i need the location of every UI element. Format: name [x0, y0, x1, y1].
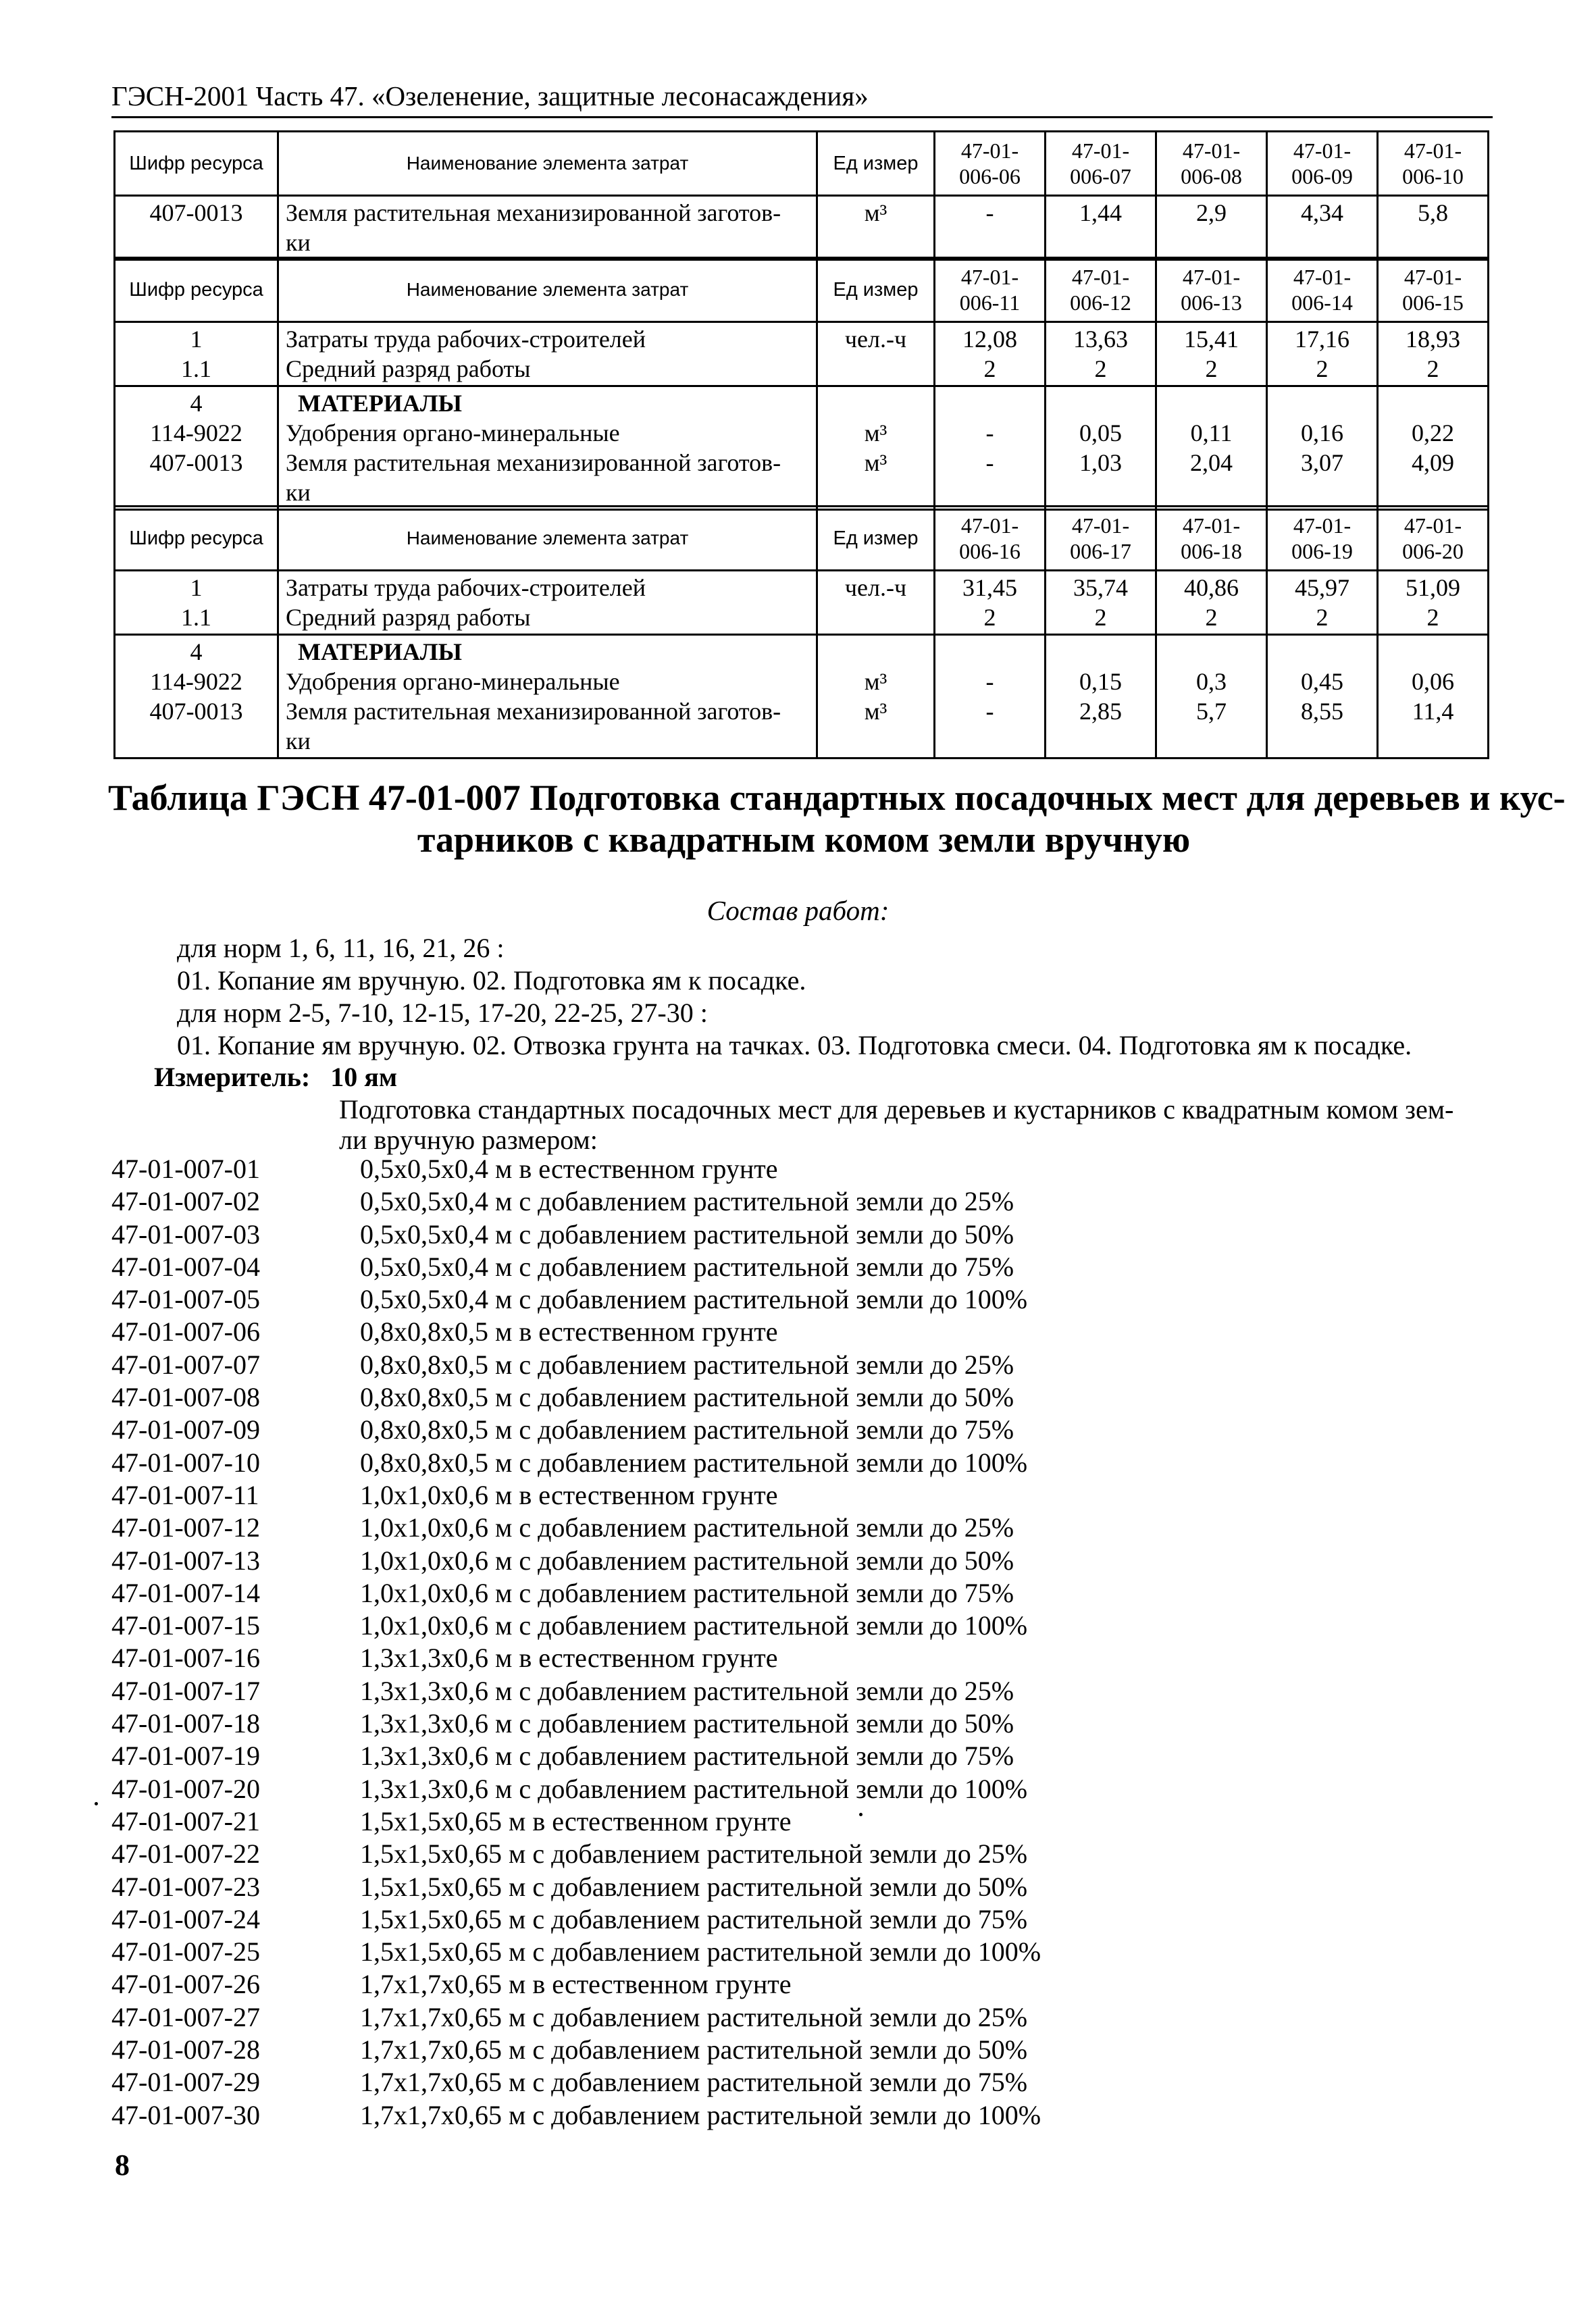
- cell-value: 1,44: [1046, 196, 1156, 260]
- cell-value: 0,05 1,03: [1046, 386, 1156, 510]
- norm-description: 1,0х1,0х0,6 м с добавлением растительной земли до 75%: [360, 1577, 1014, 1608]
- norm-description: 1,0х1,0х0,6 м с добавлением растительной земли до 25%: [360, 1512, 1014, 1543]
- resource-code: 4 114-9022 407-0013: [115, 635, 278, 759]
- norm-description: 0,8х0,8х0,5 м с добавлением растительной земли до 100%: [360, 1447, 1028, 1478]
- resource-name: МАТЕРИАЛЫ Удобрения органо-минеральные Земля растительная механизированной заготов- ки: [278, 635, 817, 759]
- resource-name: Затраты труда рабочих-строителей Средний разряд работы: [278, 571, 817, 635]
- col-header-norm: 47-01- 006-18: [1156, 507, 1267, 571]
- page-number: 8: [115, 2149, 130, 2182]
- cell-value: 2,9: [1156, 196, 1267, 260]
- norm-code: 47-01-007-18: [111, 1708, 260, 1739]
- meter-label: Измеритель:: [154, 1062, 311, 1092]
- col-header-norm: 47-01- 006-10: [1378, 132, 1489, 196]
- col-header-norm: 47-01- 006-08: [1156, 132, 1267, 196]
- norm-code: 47-01-007-20: [111, 1773, 260, 1804]
- resource-unit: чел.-ч: [817, 322, 935, 386]
- norms-table-1: [113, 130, 1489, 261]
- col-header-norm: 47-01- 006-16: [935, 507, 1046, 571]
- table-row: [115, 322, 1489, 386]
- cell-value: 4,34: [1267, 196, 1378, 260]
- scan-speck: [859, 1813, 863, 1816]
- norm-code: 47-01-007-24: [111, 1903, 260, 1934]
- cell-value: 35,74 2: [1046, 571, 1156, 635]
- materials-heading: МАТЕРИАЛЫ: [298, 638, 462, 665]
- norm-description: 0,8х0,8х0,5 м с добавлением растительной земли до 75%: [360, 1414, 1014, 1445]
- norm-code: 47-01-007-19: [111, 1741, 260, 1772]
- norm-code: 47-01-007-27: [111, 2001, 260, 2032]
- meter-line: [154, 1061, 397, 1093]
- norm-description: 0,8х0,8х0,5 м с добавлением растительной земли до 25%: [360, 1349, 1014, 1380]
- norms-group-1: для норм 1, 6, 11, 16, 21, 26 :: [177, 933, 505, 963]
- cell-value: 0,15 2,85: [1046, 635, 1156, 759]
- cell-value: 0,3 5,7: [1156, 635, 1267, 759]
- norm-description: 0,5х0,5х0,4 м с добавлением растительной земли до 25%: [360, 1186, 1014, 1217]
- works-group-1: 01. Копание ям вручную. 02. Подготовка ям к посадке.: [177, 965, 806, 996]
- col-header-norm: 47-01- 006-07: [1046, 132, 1156, 196]
- norm-code: 47-01-007-29: [111, 2067, 260, 2098]
- norm-code: 47-01-007-13: [111, 1545, 260, 1576]
- cell-value: 0,22 4,09: [1378, 386, 1489, 510]
- col-header-code: Шифр ресурса: [115, 258, 278, 322]
- norm-description: 1,7х1,7х0,65 м с добавлением растительной земли до 100%: [360, 2099, 1041, 2130]
- norms-table-2: [113, 257, 1489, 511]
- norm-code: 47-01-007-05: [111, 1284, 260, 1315]
- cell-value: 0,11 2,04: [1156, 386, 1267, 510]
- norm-description: 0,5х0,5х0,4 м с добавлением растительной земли до 50%: [360, 1218, 1014, 1250]
- norm-code: 47-01-007-03: [111, 1218, 260, 1250]
- composition-heading: Состав работ:: [706, 895, 890, 926]
- cell-value: 45,97 2: [1267, 571, 1378, 635]
- table-header-row: [115, 258, 1489, 322]
- norm-description: 1,3х1,3х0,6 м с добавлением растительной земли до 50%: [360, 1708, 1014, 1739]
- intro-line-1: Подготовка стандартных посадочных мест для деревьев и кустарников с квадратным комом зем-: [339, 1094, 1454, 1125]
- resource-unit: м³: [817, 196, 935, 260]
- norm-code: 47-01-007-17: [111, 1675, 260, 1706]
- cell-value: 18,93 2: [1378, 322, 1489, 386]
- cell-value: - -: [935, 635, 1046, 759]
- norm-description: 1,7х1,7х0,65 м с добавлением растительной земли до 75%: [360, 2067, 1028, 2098]
- header-rule: [111, 116, 1493, 118]
- cell-value: 15,41 2: [1156, 322, 1267, 386]
- norm-code: 47-01-007-08: [111, 1382, 260, 1413]
- norm-code: 47-01-007-12: [111, 1512, 260, 1543]
- col-header-norm: 47-01- 006-19: [1267, 507, 1378, 571]
- norm-description: 1,3х1,3х0,6 м с добавлением растительной земли до 75%: [360, 1741, 1014, 1772]
- norm-description: 1,3х1,3х0,6 м с добавлением растительной земли до 25%: [360, 1675, 1014, 1706]
- col-header-unit: Ед измер: [817, 258, 935, 322]
- norm-code: 47-01-007-01: [111, 1154, 260, 1184]
- col-header-name: Наименование элемента затрат: [278, 258, 817, 322]
- cell-value: 40,86 2: [1156, 571, 1267, 635]
- norm-description: 1,5х1,5х0,65 м с добавлением растительной земли до 100%: [360, 1936, 1041, 1968]
- table-row: [115, 571, 1489, 635]
- resource-code: 1 1.1: [115, 322, 278, 386]
- norm-code: 47-01-007-22: [111, 1839, 260, 1870]
- col-header-norm: 47-01- 006-06: [935, 132, 1046, 196]
- cell-value: - -: [935, 386, 1046, 510]
- table-row: [115, 196, 1489, 260]
- cell-value: 0,16 3,07: [1267, 386, 1378, 510]
- norm-code: 47-01-007-06: [111, 1316, 260, 1347]
- running-header: ГЭСН-2001 Часть 47. «Озеленение, защитные лесонасаждения»: [111, 80, 869, 111]
- resource-code: 407-0013: [115, 196, 278, 260]
- resource-unit: м³ м³: [817, 635, 935, 759]
- norm-description: 1,0х1,0х0,6 м с добавлением растительной земли до 100%: [360, 1610, 1028, 1641]
- norm-code: 47-01-007-04: [111, 1251, 260, 1282]
- col-header-norm: 47-01- 006-14: [1267, 258, 1378, 322]
- norm-description: 1,0х1,0х0,6 м в естественном грунте: [360, 1479, 778, 1510]
- norm-code: 47-01-007-28: [111, 2034, 260, 2065]
- resource-unit: м³ м³: [817, 386, 935, 510]
- resource-unit: чел.-ч: [817, 571, 935, 635]
- col-header-name: Наименование элемента затрат: [278, 507, 817, 571]
- col-header-norm: 47-01- 006-11: [935, 258, 1046, 322]
- col-header-name: Наименование элемента затрат: [278, 132, 817, 196]
- norm-code: 47-01-007-10: [111, 1447, 260, 1478]
- cell-value: 17,16 2: [1267, 322, 1378, 386]
- table-header-row: [115, 132, 1489, 196]
- norm-description: 1,5х1,5х0,65 м в естественном грунте: [360, 1805, 792, 1836]
- col-header-code: Шифр ресурса: [115, 507, 278, 571]
- table-row: [115, 386, 1489, 510]
- col-header-norm: 47-01- 006-20: [1378, 507, 1489, 571]
- resource-code: 1 1.1: [115, 571, 278, 635]
- col-header-code: Шифр ресурса: [115, 132, 278, 196]
- norm-description: 0,5х0,5х0,4 м с добавлением растительной земли до 100%: [360, 1284, 1028, 1315]
- col-header-unit: Ед измер: [817, 507, 935, 571]
- cell-value: 13,63 2: [1046, 322, 1156, 386]
- norm-code: 47-01-007-02: [111, 1186, 260, 1217]
- norm-description: 1,3х1,3х0,6 м с добавлением растительной земли до 100%: [360, 1773, 1028, 1804]
- norm-code: 47-01-007-14: [111, 1577, 260, 1608]
- col-header-norm: 47-01- 006-13: [1156, 258, 1267, 322]
- col-header-norm: 47-01- 006-17: [1046, 507, 1156, 571]
- norm-description: 1,7х1,7х0,65 м с добавлением растительной земли до 50%: [360, 2034, 1028, 2065]
- norm-code: 47-01-007-16: [111, 1643, 260, 1674]
- scan-speck: [95, 1802, 98, 1805]
- resource-name: МАТЕРИАЛЫ Удобрения органо-минеральные Земля растительная механизированной заготов- ки: [278, 386, 817, 510]
- norm-description: 0,5х0,5х0,4 м с добавлением растительной земли до 75%: [360, 1251, 1014, 1282]
- materials-heading: МАТЕРИАЛЫ: [298, 390, 462, 417]
- cell-value: -: [935, 196, 1046, 260]
- table-header-row: [115, 507, 1489, 571]
- norm-code: 47-01-007-23: [111, 1871, 260, 1902]
- norms-group-2: для норм 2-5, 7-10, 12-15, 17-20, 22-25, 27-30 :: [177, 998, 708, 1028]
- norm-code: 47-01-007-26: [111, 1969, 260, 2000]
- works-group-2: 01. Копание ям вручную. 02. Отвозка грунта на тачках. 03. Подготовка смеси. 04. Подготовка ям к посадке.: [177, 1030, 1412, 1060]
- intro-line-2: ли вручную размером:: [339, 1125, 598, 1155]
- norm-description: 1,5х1,5х0,65 м с добавлением растительной земли до 50%: [360, 1871, 1028, 1902]
- norm-description: 1,7х1,7х0,65 м с добавлением растительной земли до 25%: [360, 2001, 1028, 2032]
- norm-description: 1,0х1,0х0,6 м с добавлением растительной земли до 50%: [360, 1545, 1014, 1576]
- norm-description: 0,8х0,8х0,5 м в естественном грунте: [360, 1316, 778, 1347]
- norm-description: 1,5х1,5х0,65 м с добавлением растительной земли до 25%: [360, 1839, 1028, 1870]
- col-header-unit: Ед измер: [817, 132, 935, 196]
- norm-code: 47-01-007-25: [111, 1936, 260, 1968]
- cell-value: 31,45 2: [935, 571, 1046, 635]
- norm-code: 47-01-007-07: [111, 1349, 260, 1380]
- col-header-norm: 47-01- 006-15: [1378, 258, 1489, 322]
- resource-name: Земля растительная механизированной заготов- ки: [278, 196, 817, 260]
- norm-code: 47-01-007-30: [111, 2099, 260, 2130]
- cell-value: 0,45 8,55: [1267, 635, 1378, 759]
- cell-value: 12,08 2: [935, 322, 1046, 386]
- norm-description: 1,3х1,3х0,6 м в естественном грунте: [360, 1643, 778, 1674]
- norm-description: 0,8х0,8х0,5 м с добавлением растительной земли до 50%: [360, 1382, 1014, 1413]
- table-row: [115, 635, 1489, 759]
- norm-description: 1,7х1,7х0,65 м в естественном грунте: [360, 1969, 792, 2000]
- cell-value: 0,06 11,4: [1378, 635, 1489, 759]
- norm-description: 1,5х1,5х0,65 м с добавлением растительной земли до 75%: [360, 1903, 1028, 1934]
- norm-code: 47-01-007-21: [111, 1805, 260, 1836]
- norm-code: 47-01-007-09: [111, 1414, 260, 1445]
- section-title: Таблица ГЭСН 47-01-007 Подготовка стандартных посадочных мест для деревьев и кус- тарников с квадратным комом земли вручную: [108, 777, 1566, 860]
- cell-value: 51,09 2: [1378, 571, 1489, 635]
- norm-code: 47-01-007-15: [111, 1610, 260, 1641]
- norms-table-3: [113, 505, 1489, 759]
- resource-code: 4 114-9022 407-0013: [115, 386, 278, 510]
- norm-code: 47-01-007-11: [111, 1479, 259, 1510]
- col-header-norm: 47-01- 006-09: [1267, 132, 1378, 196]
- cell-value: 5,8: [1378, 196, 1489, 260]
- col-header-norm: 47-01- 006-12: [1046, 258, 1156, 322]
- meter-value: 10 ям: [330, 1062, 398, 1092]
- norm-description: 0,5х0,5х0,4 м в естественном грунте: [360, 1154, 778, 1184]
- resource-name: Затраты труда рабочих-строителей Средний разряд работы: [278, 322, 817, 386]
